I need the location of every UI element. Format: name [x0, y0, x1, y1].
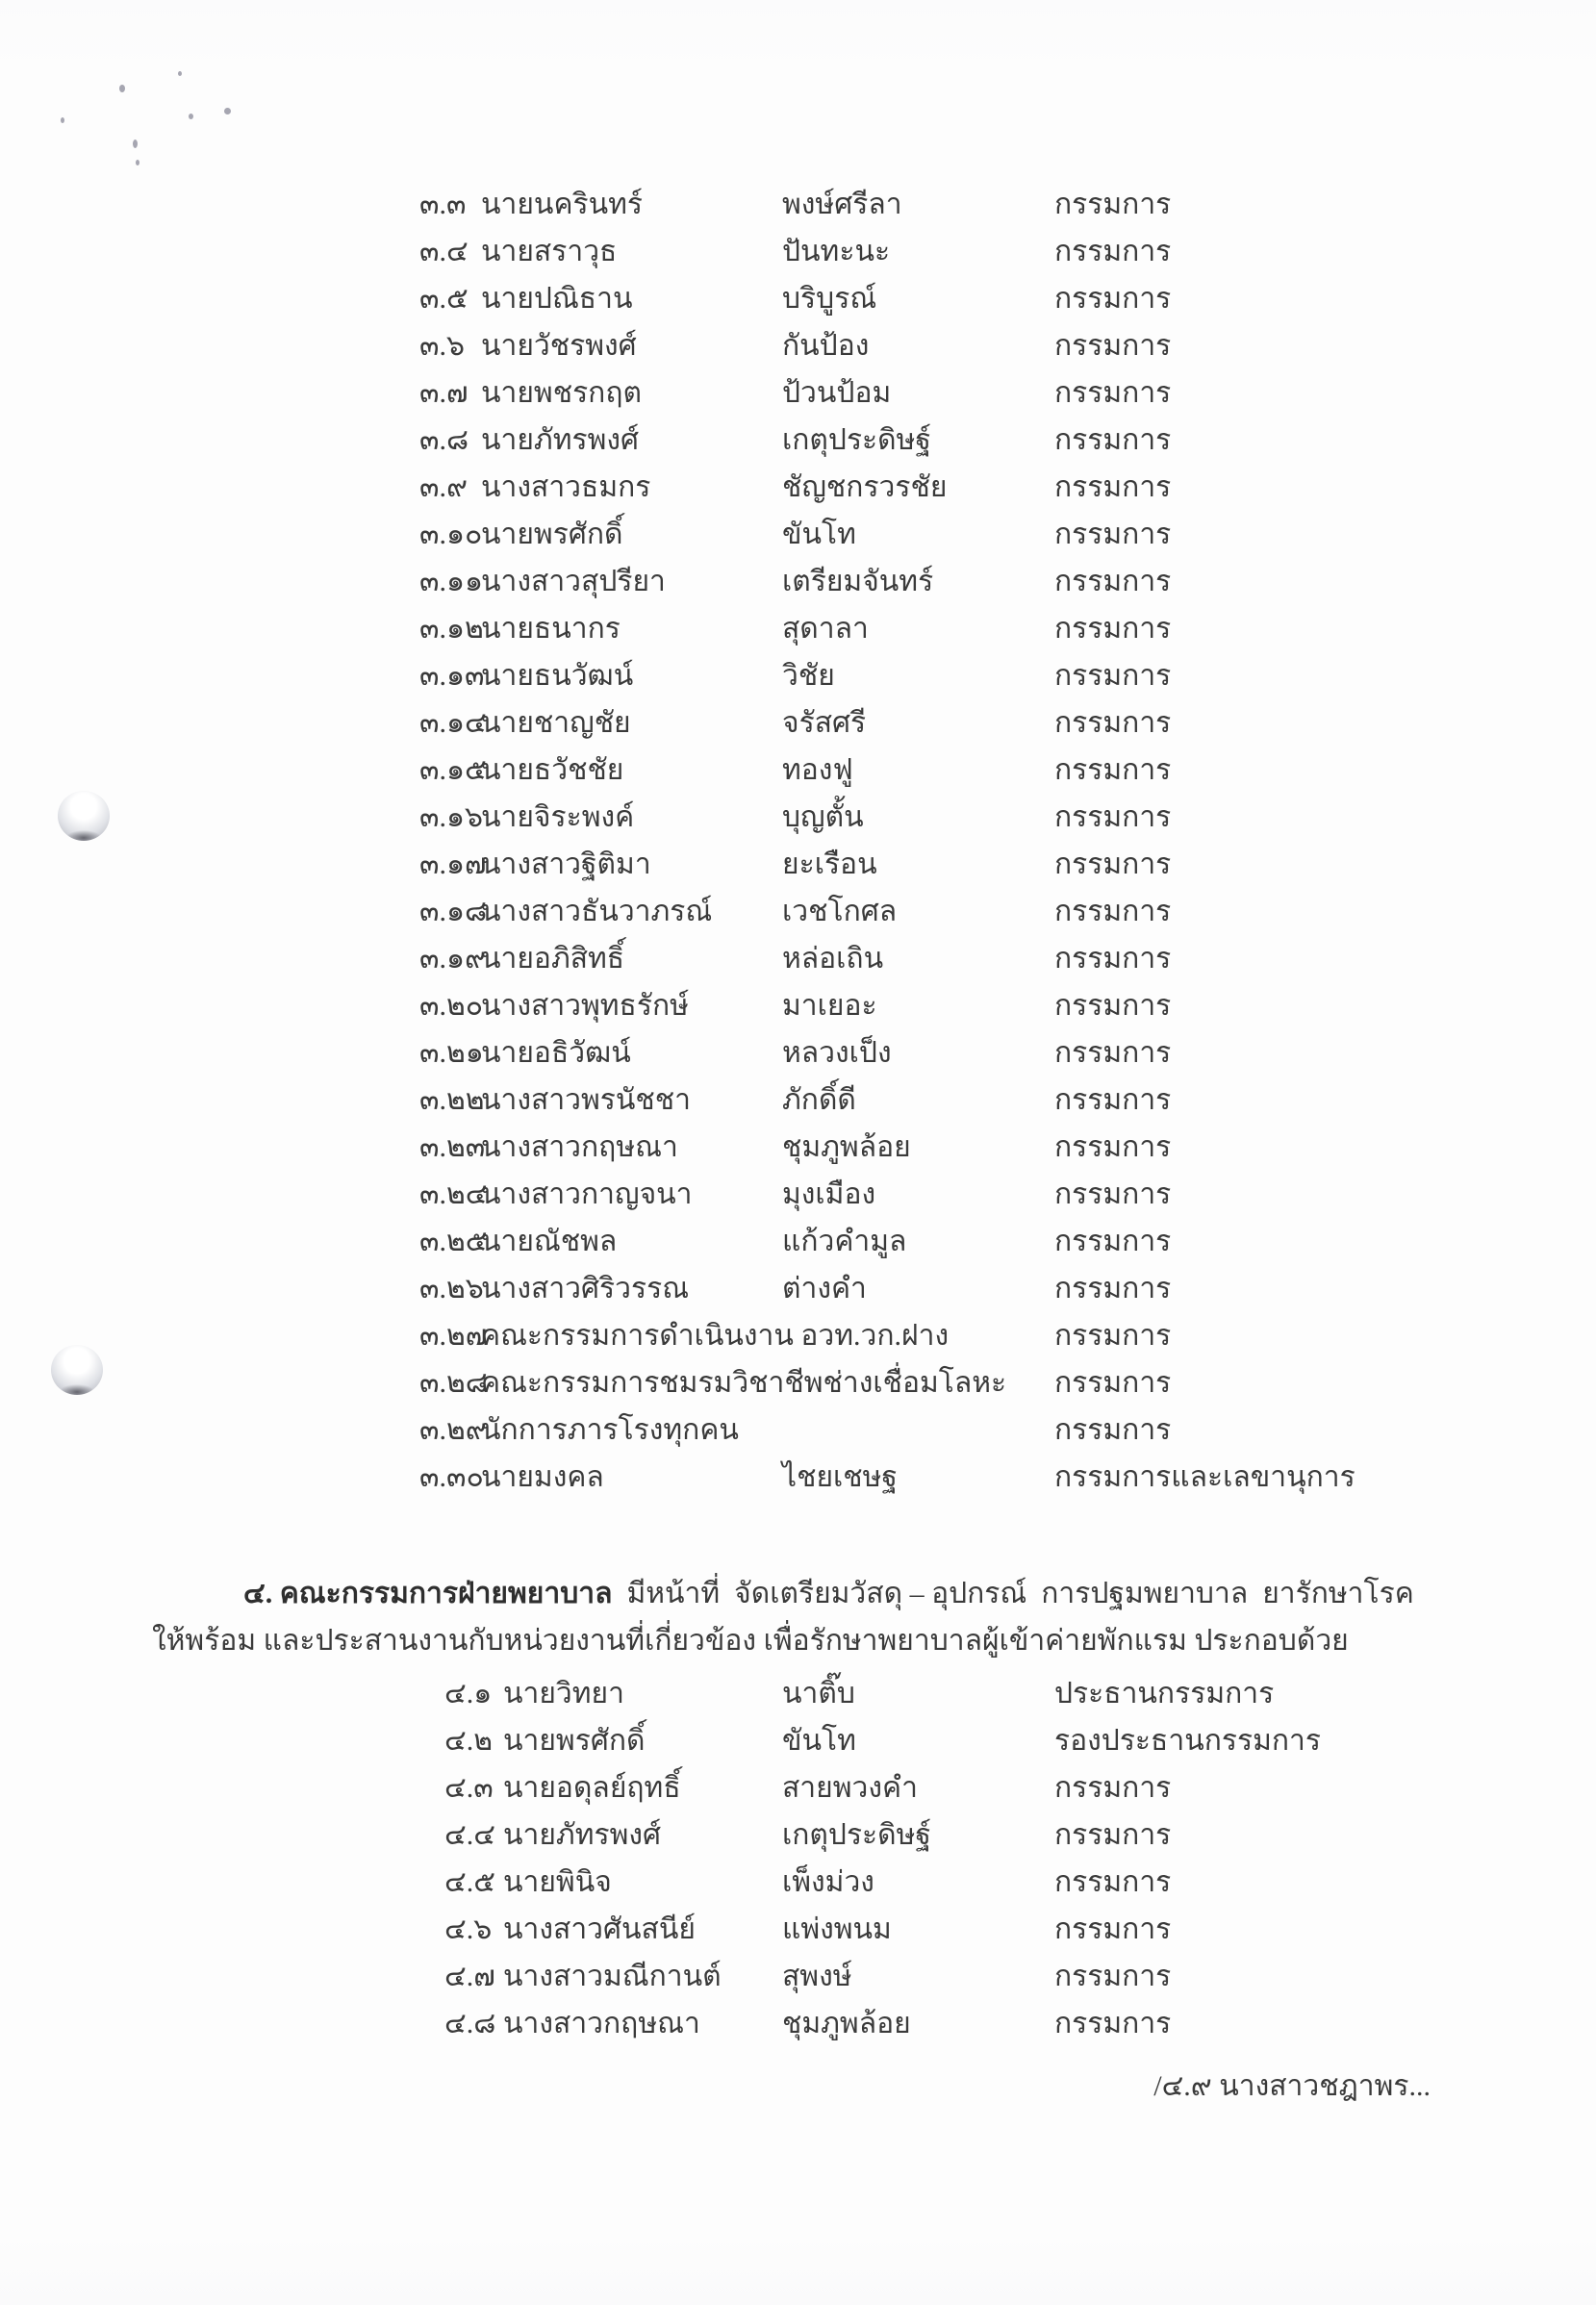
last-name: ยะเรือน	[782, 849, 877, 880]
item-number: ๓.๑๐	[419, 519, 483, 550]
last-name: สุพงษ์	[782, 1961, 852, 1992]
last-name: ชัญชกรวรชัย	[782, 471, 948, 503]
roster-row	[419, 417, 1596, 464]
item-number: ๓.๑๒	[419, 613, 484, 645]
role-label: กรรมการ	[1054, 943, 1172, 975]
roster-row	[419, 1029, 1596, 1077]
section-4-heading-line2: ให้พร้อม และประสานงานกับหน่วยงานที่เกี่ยวข้อง เพื่อรักษาพยาบาลผู้เข้าค่ายพักแรม ประกอบด้วย	[152, 1625, 1349, 1657]
item-number: ๔.๕	[444, 1866, 495, 1898]
last-name: เกตุประดิษฐ์	[782, 424, 931, 456]
first-name: นางสาวกฤษณา	[503, 2008, 700, 2039]
last-name: เตรียมจันทร์	[782, 566, 934, 597]
last-name: บุญตั้น	[782, 801, 864, 833]
role-label: กรรมการ	[1054, 1320, 1172, 1352]
role-label: กรรมการ	[1054, 330, 1172, 362]
item-number: ๓.๑๙	[419, 943, 487, 975]
item-number: ๓.๒๓	[419, 1131, 486, 1163]
last-name: นาติ๊บ	[782, 1678, 855, 1710]
role-label: กรรมการ	[1054, 519, 1172, 550]
last-name: ภักดิ์ดี	[782, 1084, 856, 1116]
roster-row	[419, 1406, 1596, 1454]
role-label: กรรมการ	[1054, 1037, 1172, 1069]
item-number: ๓.๒๗	[419, 1320, 488, 1352]
item-number: ๓.๒๒	[419, 1084, 485, 1116]
role-label: กรรมการ	[1054, 283, 1172, 315]
item-number: ๓.๒๙	[419, 1414, 487, 1446]
role-label: กรรมการ	[1054, 1819, 1172, 1851]
item-number: ๓.๒๕	[419, 1226, 488, 1257]
last-name: จรัสศรี	[782, 707, 867, 739]
item-number: ๓.๘	[419, 424, 469, 456]
last-name: มุงเมือง	[782, 1178, 876, 1210]
role-label: กรรมการ	[1054, 754, 1172, 786]
last-name: แก้วคำมูล	[782, 1226, 907, 1257]
roster-row	[444, 1717, 1596, 1764]
roster-row	[419, 1454, 1596, 1501]
first-name: นางสาวพุทธรักษ์	[481, 990, 689, 1022]
first-name: คณะกรรมการดำเนินงาน อวท.วก.ฝาง	[481, 1320, 950, 1352]
item-number: ๓.๖	[419, 330, 466, 362]
first-name: นางสาวศันสนีย์	[503, 1913, 696, 1945]
first-name: นางสาวธมกร	[481, 471, 651, 503]
first-name: นายวัชรพงศ์	[481, 330, 637, 362]
item-number: ๓.๑๖	[419, 801, 484, 833]
roster-row	[444, 1670, 1596, 1717]
item-number: ๓.๓๐	[419, 1461, 484, 1493]
first-name: นายธนวัฒน์	[481, 660, 634, 692]
section-4-heading	[243, 1570, 1596, 1617]
roster-row	[419, 1359, 1596, 1406]
last-name: หลวงเป็ง	[782, 1037, 892, 1069]
role-label: กรรมการ	[1054, 707, 1172, 739]
last-name: ชุมภูพล้อย	[782, 2008, 911, 2039]
roster-row	[419, 605, 1596, 652]
roster-row	[444, 1764, 1596, 1811]
first-name: นายมงคล	[481, 1461, 604, 1493]
roster-row	[444, 1811, 1596, 1859]
role-label: กรรมการ	[1054, 1131, 1172, 1163]
role-label: ประธานกรรมการ	[1054, 1678, 1275, 1710]
first-name: นางสาวมณีกานต์	[503, 1961, 722, 1992]
first-name: นายสราวุธ	[481, 236, 618, 267]
roster-row	[444, 2000, 1596, 2047]
roster-row	[419, 558, 1596, 605]
item-number: ๔.๔	[444, 1819, 495, 1851]
first-name: คณะกรรมการชมรมวิชาชีพช่างเชื่อมโลหะ	[481, 1367, 1007, 1399]
item-number: ๓.๑๓	[419, 660, 485, 692]
roster-row	[419, 1124, 1596, 1171]
last-name: ขันโท	[782, 1725, 856, 1757]
first-name: นายพชรกฤต	[481, 377, 642, 409]
role-label: กรรมการ	[1054, 1273, 1172, 1304]
first-name: นางสาวพรนัชชา	[481, 1084, 691, 1116]
first-name: นายนครินทร์	[481, 189, 644, 220]
item-number: ๓.๒๔	[419, 1178, 488, 1210]
role-label: รองประธานกรรมการ	[1054, 1725, 1322, 1757]
role-label: กรรมการ	[1054, 1414, 1172, 1446]
first-name: นายธวัชชัย	[481, 754, 624, 786]
roster-row	[444, 1859, 1596, 1906]
item-number: ๓.๕	[419, 283, 469, 315]
item-number: ๔.๑	[444, 1678, 493, 1710]
role-label: กรรมการ	[1054, 1226, 1172, 1257]
last-name: สุดาลา	[782, 613, 869, 645]
roster-row	[419, 982, 1596, 1029]
role-label: กรรมการ	[1054, 1084, 1172, 1116]
first-name: นายชาญชัย	[481, 707, 631, 739]
first-name: นางสาวธันวาภรณ์	[481, 896, 713, 927]
first-name: นางสาวสุปรียา	[481, 566, 666, 597]
role-label: กรรมการ	[1054, 236, 1172, 267]
section-4-title: ๔. คณะกรรมการฝ่ายพยาบาล	[243, 1578, 613, 1609]
roster-row	[419, 464, 1596, 511]
item-number: ๓.๗	[419, 377, 469, 409]
role-label: กรรมการ	[1054, 849, 1172, 880]
roster-row	[419, 228, 1596, 275]
first-name: นางสาวกฤษณา	[481, 1131, 678, 1163]
role-label: กรรมการ	[1054, 1913, 1172, 1945]
role-label: กรรมการ	[1054, 377, 1172, 409]
first-name: นายณัชพล	[481, 1226, 618, 1257]
item-number: ๓.๑๔	[419, 707, 487, 739]
role-label: กรรมการ	[1054, 990, 1172, 1022]
roster-row	[419, 275, 1596, 322]
roster-row	[419, 794, 1596, 841]
roster-row	[419, 1218, 1596, 1265]
last-name: เวชโกศล	[782, 896, 898, 927]
first-name: นายจิระพงค์	[481, 801, 635, 833]
role-label: กรรมการ	[1054, 660, 1172, 692]
first-name: นายพรศักดิ์	[503, 1725, 646, 1757]
committee-4-roster	[0, 1670, 1596, 2047]
role-label: กรรมการ	[1054, 566, 1172, 597]
roster-row	[419, 511, 1596, 558]
roster-row	[419, 841, 1596, 888]
last-name: บริบูรณ์	[782, 283, 877, 315]
role-label: กรรมการ	[1054, 801, 1172, 833]
section-4-duty-text: มีหน้าที่ จัดเตรียมวัสดุ – อุปกรณ์ การปฐมพยาบาล ยารักษาโรค	[612, 1578, 1414, 1609]
last-name: ปันทะนะ	[782, 236, 891, 267]
roster-row	[419, 1265, 1596, 1312]
role-label: กรรมการ	[1054, 1367, 1172, 1399]
roster-row	[419, 652, 1596, 699]
last-name: แพ่งพนม	[782, 1913, 892, 1945]
roster-row	[419, 369, 1596, 417]
roster-row	[419, 322, 1596, 369]
last-name: เกตุประดิษฐ์	[782, 1819, 931, 1851]
role-label: กรรมการ	[1054, 1961, 1172, 1992]
roster-row	[444, 1906, 1596, 1953]
item-number: ๓.๒๖	[419, 1273, 484, 1304]
last-name: กันป้อง	[782, 330, 870, 362]
first-name: นายภัทรพงศ์	[481, 424, 640, 456]
first-name: นางสาวฐิติมา	[481, 849, 651, 880]
item-number: ๓.๓	[419, 189, 467, 220]
first-name: นายอภิสิทธิ์	[481, 943, 625, 975]
last-name: ป้วนป้อม	[782, 377, 892, 409]
role-label: กรรมการและเลขานุการ	[1054, 1461, 1355, 1493]
first-name: นายพินิจ	[503, 1866, 612, 1898]
role-label: กรรมการ	[1054, 1866, 1172, 1898]
item-number: ๓.๑๕	[419, 754, 487, 786]
last-name: ไชยเชษฐ	[782, 1461, 898, 1493]
first-name: นายอธิวัฒน์	[481, 1037, 631, 1069]
first-name: นางสาวศิริวรรณ	[481, 1273, 690, 1304]
item-number: ๓.๒๘	[419, 1367, 488, 1399]
role-label: กรรมการ	[1054, 613, 1172, 645]
first-name: นายธนากร	[481, 613, 621, 645]
first-name: นายปณิธาน	[481, 283, 633, 315]
item-number: ๓.๒๑	[419, 1037, 484, 1069]
roster-row	[419, 699, 1596, 747]
last-name: ทองฟู	[782, 754, 853, 786]
item-number: ๔.๓	[444, 1772, 494, 1804]
roster-row	[444, 1953, 1596, 2000]
last-name: มาเยอะ	[782, 990, 877, 1022]
roster-row	[419, 1077, 1596, 1124]
item-number: ๓.๒๐	[419, 990, 484, 1022]
role-label: กรรมการ	[1054, 1178, 1172, 1210]
continuation-note: /๔.๙ นางสาวชฎาพร...	[1153, 2070, 1431, 2102]
last-name: วิชัย	[782, 660, 835, 692]
roster-row	[419, 181, 1596, 228]
first-name: นายอดุลย์ฤทธิ์	[503, 1772, 681, 1804]
role-label: กรรมการ	[1054, 2008, 1172, 2039]
roster-row	[419, 935, 1596, 982]
role-label: กรรมการ	[1054, 896, 1172, 927]
last-name: ต่างคำ	[782, 1273, 867, 1304]
item-number: ๓.๔	[419, 236, 469, 267]
item-number: ๓.๙	[419, 471, 468, 503]
first-name: นักการภารโรงทุกคน	[481, 1414, 739, 1446]
first-name: นางสาวกาญจนา	[481, 1178, 693, 1210]
roster-row	[419, 888, 1596, 935]
roster-row	[419, 1312, 1596, 1359]
first-name: นายพรศักดิ์	[481, 519, 623, 550]
first-name: นายวิทยา	[503, 1678, 624, 1710]
last-name: สายพวงคำ	[782, 1772, 918, 1804]
item-number: ๔.๒	[444, 1725, 493, 1757]
last-name: ขันโท	[782, 519, 856, 550]
last-name: หล่อเถิน	[782, 943, 884, 975]
item-number: ๔.๗	[444, 1961, 495, 1992]
item-number: ๔.๘	[444, 2008, 496, 2039]
item-number: ๓.๑๗	[419, 849, 487, 880]
role-label: กรรมการ	[1054, 471, 1172, 503]
role-label: กรรมการ	[1054, 424, 1172, 456]
role-label: กรรมการ	[1054, 1772, 1172, 1804]
first-name: นายภัทรพงศ์	[503, 1819, 662, 1851]
last-name: พงษ์ศรีลา	[782, 189, 902, 220]
roster-row	[419, 747, 1596, 794]
last-name: เพ็งม่วง	[782, 1866, 874, 1898]
item-number: ๓.๑๘	[419, 896, 488, 927]
last-name: ชุมภูพล้อย	[782, 1131, 911, 1163]
item-number: ๔.๖	[444, 1913, 493, 1945]
item-number: ๓.๑๑	[419, 566, 484, 597]
roster-row	[419, 1171, 1596, 1218]
role-label: กรรมการ	[1054, 189, 1172, 220]
